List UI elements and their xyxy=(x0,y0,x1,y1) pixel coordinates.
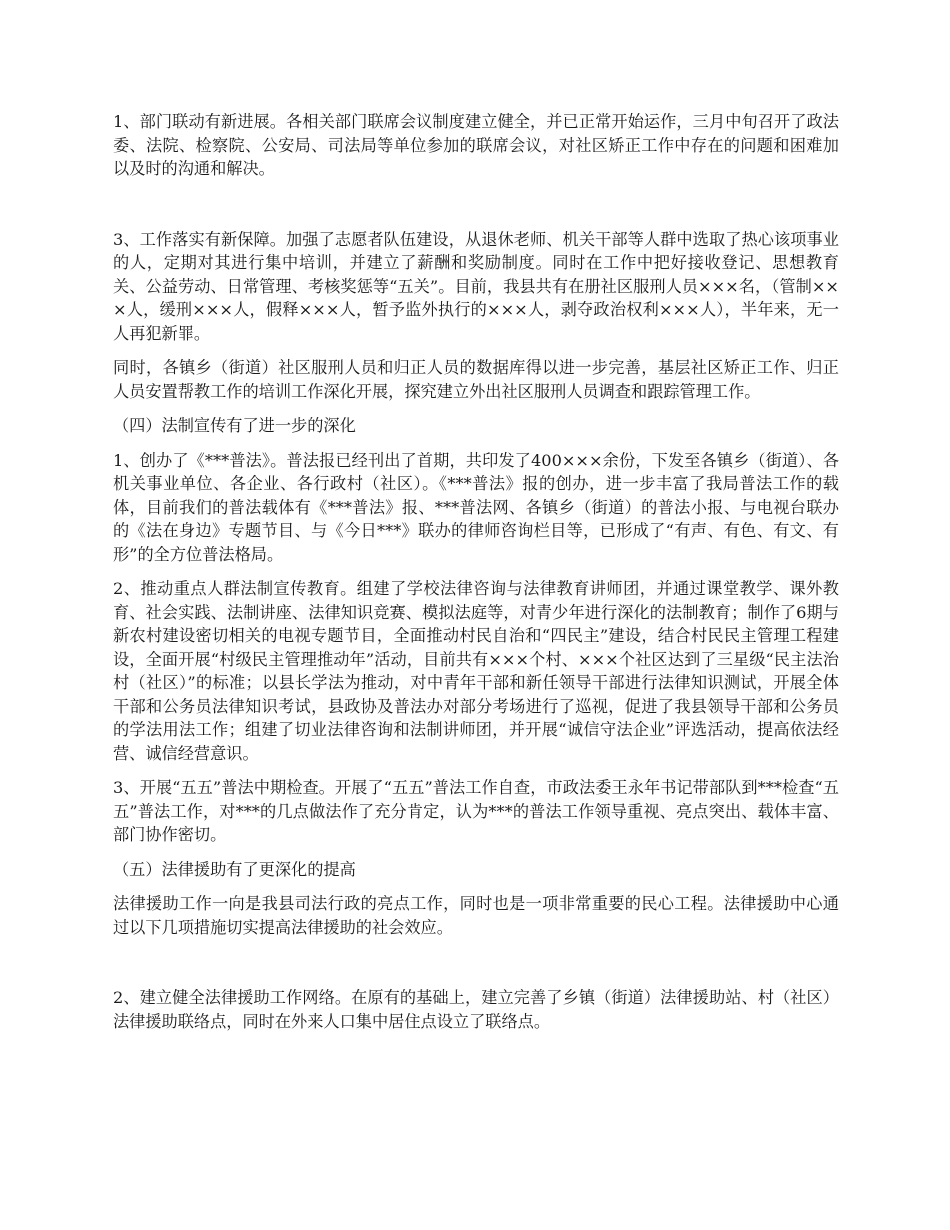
section-heading-legal-publicity: （四）法制宣传有了进一步的深化 xyxy=(113,416,356,435)
paragraph-key-groups-education: 2、推动重点人群法制宣传教育。组建了学校法律咨询与法律教育讲师团，并通过课堂教学、课外教育、社会实践、法制讲座、法律知识竞赛、模拟法庭等，对青少年进行深化的法制教育；制作了6期与新农村建设密切相关的电视专题节目，全面推动村民自治和“四民主”建设，结合村民民主管理工程建设，全面开展“村级民主管理推动年”活动，目前共有×××个村、×××个社区达到了三星级“民主法治村（社区）”的标准；以县长学法为推动，对中青年干部和新任领导干部进行法律知识测试，开展全体干部和公务员法律知识考试，县政协及普法办对部分考场进行了巡视，促进了我县领导干部和公务员的学法用法工作；组建了切业法律咨询和法制讲师团，并开展“诚信守法企业”评选活动，提高依法经营、诚信经营意识。 xyxy=(113,579,839,763)
paragraph-pufa-newspaper: 1、创办了《***普法》。普法报已经刊出了首期，共印发了400×××余份，下发至各镇乡（街道）、各机关事业单位、各企业、各行政村（社区）。《***普法》报的创办，进一步丰富了我局普法工作的载体，目前我们的普法载体有《***普法》报、***普法网、各镇乡（街道）的普法小报、与电视台联办的《法在身边》专题节目、与《今日***》联办的律师咨询栏目等，已形成了“有声、有色、有文、有形”的全方位普法格局。 xyxy=(113,450,839,564)
paragraph-work-guarantee: 3、工作落实有新保障。加强了志愿者队伍建设，从退休老师、机关干部等人群中选取了热心该项事业的人，定期对其进行集中培训，并建立了薪酬和奖励制度。同时在工作中把好接收登记、思想教育关、公益劳动、日常管理、考核奖惩等“五关”。目前，我县共有在册社区服刑人员×××名，（管制×××人，缓刑×××人，假释×××人，暂予监外执行的×××人，剥夺政治权利×××人），半年来，无一人再犯新罪。 xyxy=(113,229,839,343)
paragraph-database: 同时，各镇乡（街道）社区服刑人员和归正人员的数据库得以进一步完善，基层社区矫正工作、归正人员安置帮教工作的培训工作深化开展，探究建立外出社区服刑人员调查和跟踪管理工作。 xyxy=(113,358,839,401)
paragraph-gap xyxy=(113,438,839,449)
paragraph-gap xyxy=(113,765,839,776)
paragraph-gap xyxy=(113,881,839,892)
section-heading-legal-aid: （五）法律援助有了更深化的提高 xyxy=(113,859,356,879)
paragraph-gap xyxy=(113,566,839,577)
paragraph-gap xyxy=(113,403,839,414)
paragraph-midterm-inspection: 3、开展“五五”普法中期检查。开展了“五五”普法工作自查，市政法委王永年书记带部队到***检查“五五”普法工作，对***的几点做法作了充分肯定，认为***的普法工作领导重视、亮点突出、载体丰富、部门协作密切。 xyxy=(113,778,839,844)
paragraph-gap xyxy=(113,847,839,858)
document-page xyxy=(113,110,839,1033)
paragraph-gap xyxy=(113,939,839,986)
paragraph-gap xyxy=(113,181,839,228)
paragraph-legal-aid-intro: 法律援助工作一向是我县司法行政的亮点工作，同时也是一项非常重要的民心工程。法律援助中心通过以下几项措施切实提高法律援助的社会效应。 xyxy=(113,894,839,937)
paragraph-legal-aid-network: 2、建立健全法律援助工作网络。在原有的基础上，建立完善了乡镇（街道）法律援助站、村（社区）法律援助联络点，同时在外来人口集中居住点设立了联络点。 xyxy=(113,988,839,1031)
paragraph-department-linkage: 1、部门联动有新进展。各相关部门联席会议制度建立健全，并已正常开始运作，三月中旬召开了政法委、法院、检察院、公安局、司法局等单位参加的联席会议，对社区矫正工作中存在的问题和困难加以及时的沟通和解决。 xyxy=(113,112,839,178)
paragraph-gap xyxy=(113,345,839,356)
